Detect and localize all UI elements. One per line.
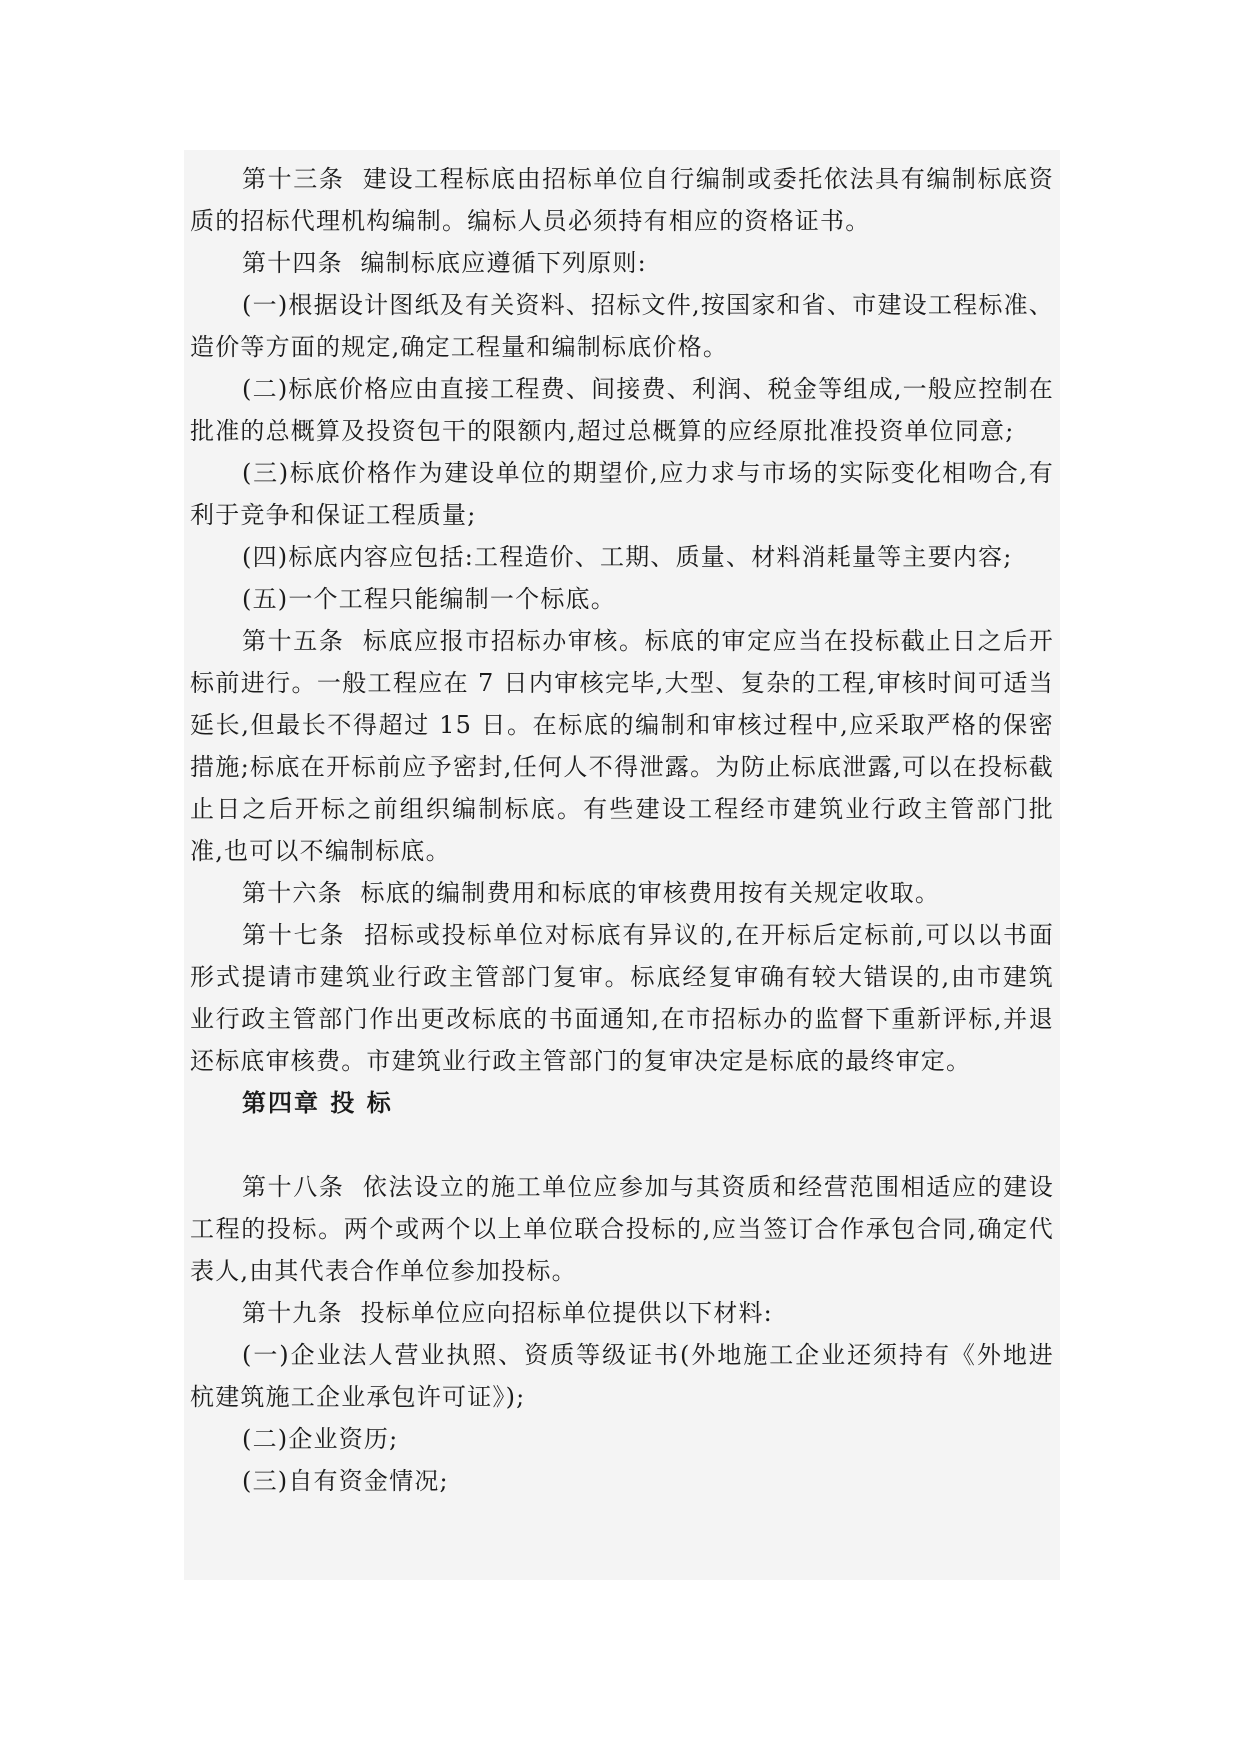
article-15: 第十五条 标底应报市招标办审核。标底的审定应当在投标截止日之后开标前进行。一般工程应在 7 日内审核完毕,大型、复杂的工程,审核时间可适当延长,但最长不得超过 15 日。在标底的编制和审核过程中,应采取严格的保密措施;标底在开标前应予密封,任何人不得泄露。为防止标底泄露,可以在投标截止日之后开标之前组织编制标底。有些建设工程经市建筑业行政主管部门批准,也可以不编制标底。 — [190, 627, 1054, 865]
article-19-item-2: (二)企业资历; — [242, 1425, 399, 1453]
article-13: 第十三条 建设工程标底由招标单位自行编制或委托依法具有编制标底资质的招标代理机构编制。编标人员必须持有相应的资格证书。 — [190, 165, 1054, 235]
article-14-item-5: (五)一个工程只能编制一个标底。 — [242, 585, 616, 613]
article-14: 第十四条 编制标底应遵循下列原则: — [242, 249, 647, 277]
article-18: 第十八条 依法设立的施工单位应参加与其资质和经营范围相适应的建设工程的投标。两个或两个以上单位联合投标的,应当签订合作承包合同,确定代表人,由其代表合作单位参加投标。 — [190, 1173, 1054, 1285]
document-text-block — [184, 150, 1060, 1580]
article-19-item-3: (三)自有资金情况; — [242, 1467, 449, 1495]
article-17: 第十七条 招标或投标单位对标底有异议的,在开标后定标前,可以以书面形式提请市建筑业行政主管部门复审。标底经复审确有较大错误的,由市建筑业行政主管部门作出更改标底的书面通知,在市招标办的监督下重新评标,并退还标底审核费。市建筑业行政主管部门的复审决定是标底的最终审定。 — [190, 921, 1054, 1075]
article-14-item-4: (四)标底内容应包括:工程造价、工期、质量、材料消耗量等主要内容; — [242, 543, 1013, 571]
article-16: 第十六条 标底的编制费用和标底的审核费用按有关规定收取。 — [242, 879, 941, 907]
article-19-item-1: (一)企业法人营业执照、资质等级证书(外地施工企业还须持有《外地进杭建筑施工企业承包许可证》); — [190, 1341, 1054, 1411]
article-19: 第十九条 投标单位应向招标单位提供以下材料: — [242, 1299, 773, 1327]
chapter-heading: 第四章 投 标 — [242, 1089, 393, 1117]
article-14-item-1: (一)根据设计图纸及有关资料、招标文件,按国家和省、市建设工程标准、造价等方面的规定,确定工程量和编制标底价格。 — [190, 291, 1054, 361]
article-14-item-2: (二)标底价格应由直接工程费、间接费、利润、税金等组成,一般应控制在批准的总概算及投资包干的限额内,超过总概算的应经原批准投资单位同意; — [190, 375, 1054, 445]
article-14-item-3: (三)标底价格作为建设单位的期望价,应力求与市场的实际变化相吻合,有利于竞争和保证工程质量; — [190, 459, 1054, 529]
